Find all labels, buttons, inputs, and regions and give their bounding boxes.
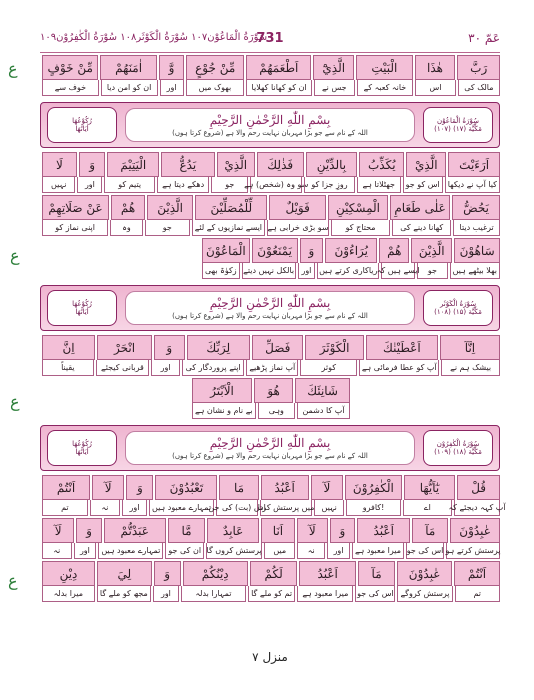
urdu-word: تم (42, 500, 88, 516)
urdu-word: اپنے پروردگار کی (182, 360, 244, 376)
arabic-word: اَنْتُمْ (454, 561, 500, 586)
arabic-line (8, 55, 500, 80)
arabic-word: اَعْبُدُ (261, 475, 309, 500)
arabic-word: الْمَاعُوْنَ (202, 238, 250, 263)
ruku-info-box (47, 107, 117, 143)
urdu-word: اور (74, 543, 97, 559)
urdu-word: اور (122, 500, 147, 516)
urdu-word: جو (417, 263, 447, 279)
urdu-word: اے (403, 500, 452, 516)
urdu-word: اور (77, 177, 102, 193)
arabic-word: عَنْ صَلَاتِهِمْ (42, 195, 109, 220)
arabic-word: دِيْنِ (42, 561, 95, 586)
arabic-word: يٰٓاَيُّهَا (404, 475, 455, 500)
arabic-word: وَ (300, 238, 324, 263)
urdu-word: بھلا بیٹھے ہیں (450, 263, 500, 279)
arabic-word: اَعْطَيْنٰكَ (366, 335, 438, 360)
urdu-line (40, 360, 500, 376)
urdu-word: ترغیب دیتا (453, 220, 500, 236)
urdu-word: نہ (42, 543, 72, 559)
basmala-translation: (شروع کرتا ہوں) اللہ کے نام سے جو بڑا مہربان نہایت رحم والا ہے (172, 452, 368, 460)
arabic-word: سَاهُوْنَ (454, 238, 500, 263)
urdu-word: خوف سے (42, 80, 99, 96)
arabic-word: فَصَلِّ (252, 335, 303, 360)
arabic-word: عَابِدٌ (207, 518, 259, 543)
urdu-word: اور (298, 263, 316, 279)
surah-info-box (423, 107, 493, 143)
arabic-word: وَ (79, 152, 106, 177)
arabic-word: مَا (219, 475, 258, 500)
arabic-word: اٰمَنَهُمْ (100, 55, 156, 80)
arabic-word: الَّذِيْنَ (147, 195, 193, 220)
arabic-word: عٰبِدُوْنَ (397, 561, 452, 586)
page-number: 731 (256, 31, 284, 46)
arabic-word: الَّذِيْ (217, 152, 255, 177)
urdu-word: آپ کو عطا فرمائی ہے (359, 360, 439, 376)
arabic-word: يَدُعُّ (161, 152, 214, 177)
arabic-word: وَ (126, 475, 153, 500)
arabic-word: الْبَيْتِ (356, 55, 412, 80)
urdu-word: یتیم کو (104, 177, 155, 193)
arabic-word: هُمْ (111, 195, 145, 220)
urdu-word: میں پرستش کرتا (260, 500, 312, 516)
urdu-word: مالک کی (458, 80, 500, 96)
arabic-word: لَآ (311, 475, 343, 500)
arabic-word: وَ (154, 561, 181, 586)
basmala-translation: (شروع کرتا ہوں) اللہ کے نام سے جو بڑا مہربان نہایت رحم والا ہے (172, 129, 368, 137)
surah-info: (۱۰۷) مَكِّيَّة (۱۷) (434, 125, 482, 133)
arabic-line (10, 238, 500, 265)
arabic-word: فَوَيْلٌ (269, 195, 326, 220)
arabic-word: لَآ (42, 518, 74, 543)
arabic-word: وَ (330, 518, 355, 543)
urdu-word: اپنی نماز کو (42, 220, 108, 236)
ruku-label: رُكُوْعُهَا (72, 440, 92, 448)
urdu-word: مجھ کو ملے گا (97, 586, 151, 602)
urdu-word: جو (145, 220, 190, 236)
urdu-line (40, 80, 500, 96)
urdu-word: قربانی کیجئے (96, 360, 149, 376)
arabic-line (40, 518, 500, 543)
arabic-word: الْكٰفِرُوْنَ (345, 475, 402, 500)
urdu-line (40, 177, 500, 193)
surah-info: (۱۰۹) مَكِّيَّة (۱۸) (434, 448, 482, 456)
arabic-word: قُلْ (457, 475, 500, 500)
urdu-word: کھانا دینے کی (392, 220, 451, 236)
urdu-word: اس کی جو (355, 586, 395, 602)
arabic-word: وَّ (159, 55, 184, 80)
urdu-word: ریاکاری کرتے ہیں (317, 263, 379, 279)
basmala-panel (125, 291, 415, 325)
urdu-word: ان کو امن دیا (101, 80, 158, 96)
ruku-info-box (47, 430, 117, 466)
urdu-word: ان کو کھانا کھلایا (246, 80, 312, 96)
surah-title: سُوْرَةُ الْكٰفِرُوْن (436, 440, 480, 448)
urdu-line (200, 263, 500, 279)
arabic-word: اَعْبُدُ (299, 561, 355, 586)
arabic-word: شَانِئَكَ (295, 378, 350, 403)
arabic-word: لَكُمْ (250, 561, 298, 586)
basmala: بِسْمِ اللّٰهِ الرَّحْمٰنِ الرَّحِيْمِ (209, 113, 331, 127)
basmala-panel (125, 108, 415, 142)
urdu-word: پرستش کروں گا (206, 543, 262, 559)
ruku-marker: ع (8, 571, 18, 590)
surah-names: سُوْرَةُ الْمَاعُوْن۱۰۷ سُوْرَةُ الْكَوْثَر۱۰۸ سُوْرَةُ الْكٰفِرُوْن۱۰۹ (40, 32, 268, 43)
urdu-line (40, 220, 500, 236)
arabic-word: وَ (76, 518, 101, 543)
urdu-line (190, 403, 350, 419)
urdu-word: نہ (297, 543, 325, 559)
urdu-word: اور (327, 543, 350, 559)
surah-title: سُوْرَةُ الْمَاعُوْن (437, 117, 479, 125)
arabic-word: مِّنْ خَوْفٍ (42, 55, 98, 80)
urdu-line (40, 543, 500, 559)
juz-label: عَمّ ۳۰ (468, 31, 500, 45)
urdu-word: کوثر (300, 360, 357, 376)
urdu-word: اس کی جو (406, 543, 444, 559)
basmala-translation: (شروع کرتا ہوں) اللہ کے نام سے جو بڑا مہربان نہایت رحم والا ہے (172, 312, 368, 320)
arabic-word: اَرَءَيْتَ (448, 152, 500, 177)
arabic-word: لَآ (92, 475, 124, 500)
ayat-label: اٰيَاتُهَا (75, 448, 89, 456)
urdu-word: ایسے نمازیوں کے لئے (192, 220, 265, 236)
arabic-word: لَآ (297, 518, 328, 543)
ayat-label: اٰيَاتُهَا (75, 125, 89, 133)
urdu-word: پرستش کرتے ہو (446, 543, 500, 559)
arabic-word: انْحَرْ (97, 335, 152, 360)
urdu-word: نہ (90, 500, 120, 516)
urdu-word: آپ کہہ دیجئے کہ (454, 500, 500, 516)
urdu-word: میرا بدلہ (42, 586, 95, 602)
urdu-word: تمہارے معبود ہیں (98, 543, 163, 559)
surah-info: (۱۰۸) مَكِّيَّة (۱۵) (434, 308, 482, 316)
quran-page (8, 30, 506, 670)
arabic-word: الْيَتِيْمَ (107, 152, 159, 177)
urdu-word: وہی (258, 403, 295, 419)
manzil-label: منزل ۷ (252, 650, 288, 664)
basmala: بِسْمِ اللّٰهِ الرَّحْمٰنِ الرَّحِيْمِ (209, 296, 331, 310)
arabic-word: لِيَ (97, 561, 152, 586)
urdu-word: ان کی جو (165, 543, 204, 559)
arabic-word: هٰذَا (415, 55, 456, 80)
urdu-word: بالکل نہیں دیتے (242, 263, 296, 279)
surah-info-box (423, 430, 493, 466)
arabic-word: عَبَدْتُّمْ (104, 518, 166, 543)
urdu-line (40, 586, 500, 602)
urdu-word: آپ کا دشمن (297, 403, 350, 419)
urdu-word: سو بڑی خرابی ہے (267, 220, 329, 236)
urdu-word: پرستش کروگے (397, 586, 452, 602)
arabic-word: مِّنْ جُوْعٍ (186, 55, 244, 80)
surah-banner-kawthar (40, 285, 500, 331)
urdu-word: یقیناً (42, 360, 94, 376)
urdu-word: تم کو ملے گا (248, 586, 295, 602)
urdu-line (40, 500, 506, 516)
ayat-label: اٰيَاتُهَا (75, 308, 89, 316)
arabic-word: هُوَ (254, 378, 293, 403)
arabic-word: لِرَبِّكَ (187, 335, 251, 360)
urdu-word: بھوک میں (186, 80, 245, 96)
arabic-word: يَمْنَعُوْنَ (252, 238, 298, 263)
arabic-line (40, 152, 500, 177)
urdu-word: جس نے (314, 80, 354, 96)
arabic-word: يَحُضُّ (452, 195, 500, 220)
arabic-line (8, 561, 500, 590)
arabic-word: لَا (42, 152, 77, 177)
ruku-marker: ع (10, 246, 20, 265)
arabic-word: مَآ (358, 561, 395, 586)
urdu-word: اس کو جو (403, 177, 443, 193)
arabic-line (40, 195, 500, 220)
urdu-word: وہ (110, 220, 143, 236)
arabic-word: اَطْعَمَهُمْ (246, 55, 311, 80)
arabic-word: اِنَّ (42, 335, 95, 360)
arabic-word: دِيْنُكُمْ (183, 561, 248, 586)
arabic-word: الْمِسْكِيْنِ (328, 195, 388, 220)
urdu-word: جو (211, 177, 248, 193)
urdu-word: زکوٰۃ بھی (202, 263, 240, 279)
surah-title: سُوْرَةُ الْكَوْثَر (439, 300, 477, 308)
arabic-word: اَنَا (261, 518, 295, 543)
ruku-label: رُكُوْعُهَا (72, 117, 92, 125)
urdu-word: روزِ جزا کو (304, 177, 355, 193)
urdu-word: اور (160, 80, 184, 96)
urdu-word: میں (264, 543, 295, 559)
arabic-word: الْاَبْتَرُ (192, 378, 252, 403)
arabic-word: الَّذِيْٓ (313, 55, 354, 80)
urdu-word: دھکے دیتا ہے (157, 177, 209, 193)
arabic-word: عَلٰى طَعَامِ (390, 195, 450, 220)
urdu-word: کیا آپ نے دیکھا (445, 177, 500, 193)
arabic-word: مَّا (168, 518, 206, 543)
urdu-word: بے نام و نشان ہے (192, 403, 256, 419)
basmala: بِسْمِ اللّٰهِ الرَّحْمٰنِ الرَّحِيْمِ (209, 436, 331, 450)
arabic-word: مَآ (412, 518, 448, 543)
urdu-word: کافرو! (346, 500, 400, 516)
surah-info-box (423, 290, 493, 326)
urdu-word: میرا معبود ہے (352, 543, 404, 559)
arabic-word: يُرَاءُوْنَ (325, 238, 377, 263)
urdu-word: تم (455, 586, 500, 602)
urdu-word: اور (153, 586, 179, 602)
arabic-word: يُكَذِّبُ (359, 152, 404, 177)
basmala-panel (125, 431, 415, 465)
arabic-line (40, 335, 500, 360)
urdu-word: ایسے ہیں کہ (381, 263, 415, 279)
arabic-word: الَّذِيْ (406, 152, 446, 177)
arabic-word: اَعْبُدُ (357, 518, 410, 543)
arabic-word: تَعْبُدُوْنَ (155, 475, 217, 500)
arabic-word: هُمْ (379, 238, 409, 263)
arabic-word: بِالدِّيْنِ (306, 152, 358, 177)
urdu-word: اور (151, 360, 180, 376)
urdu-word: تمہارا بدلہ (181, 586, 246, 602)
arabic-word: الْكَوْثَرَ (305, 335, 363, 360)
arabic-word: وَ (154, 335, 185, 360)
urdu-word: آپ نماز پڑھیے (246, 360, 298, 376)
arabic-word: لِّلْمُصَلِّيْنَ (195, 195, 267, 220)
urdu-word: محتاج کو (331, 220, 390, 236)
arabic-word: رَبَّ (457, 55, 500, 80)
ruku-marker: ع (10, 392, 20, 411)
page-header (40, 30, 500, 53)
urdu-word: اس (415, 80, 455, 96)
urdu-word: سو وہ (شخص) ہے (250, 177, 302, 193)
ruku-info-box (47, 290, 117, 326)
surah-banner-kafirun (40, 425, 500, 471)
urdu-word: بیشک ہم نے (441, 360, 500, 376)
urdu-word: میرا معبود ہے (297, 586, 353, 602)
urdu-word: نہیں (42, 177, 75, 193)
ruku-label: رُكُوْعُهَا (72, 300, 92, 308)
arabic-word: عٰبِدُوْنَ (450, 518, 500, 543)
arabic-word: اَنْتُمْ (42, 475, 90, 500)
urdu-word: نہیں (314, 500, 344, 516)
surah-banner-maun (40, 102, 500, 148)
arabic-line (40, 475, 500, 500)
urdu-word: تمہارے معبود ہیں (149, 500, 214, 516)
urdu-word: خانہ کعبہ کے (357, 80, 414, 96)
arabic-word: فَذٰلِكَ (257, 152, 304, 177)
arabic-word: الَّذِيْنَ (411, 238, 452, 263)
urdu-word: جھٹلاتا ہے (357, 177, 401, 193)
arabic-word: اِنَّآ (440, 335, 500, 360)
ruku-marker: ع (8, 59, 18, 78)
urdu-word: اس (بت) کی جن (216, 500, 258, 516)
